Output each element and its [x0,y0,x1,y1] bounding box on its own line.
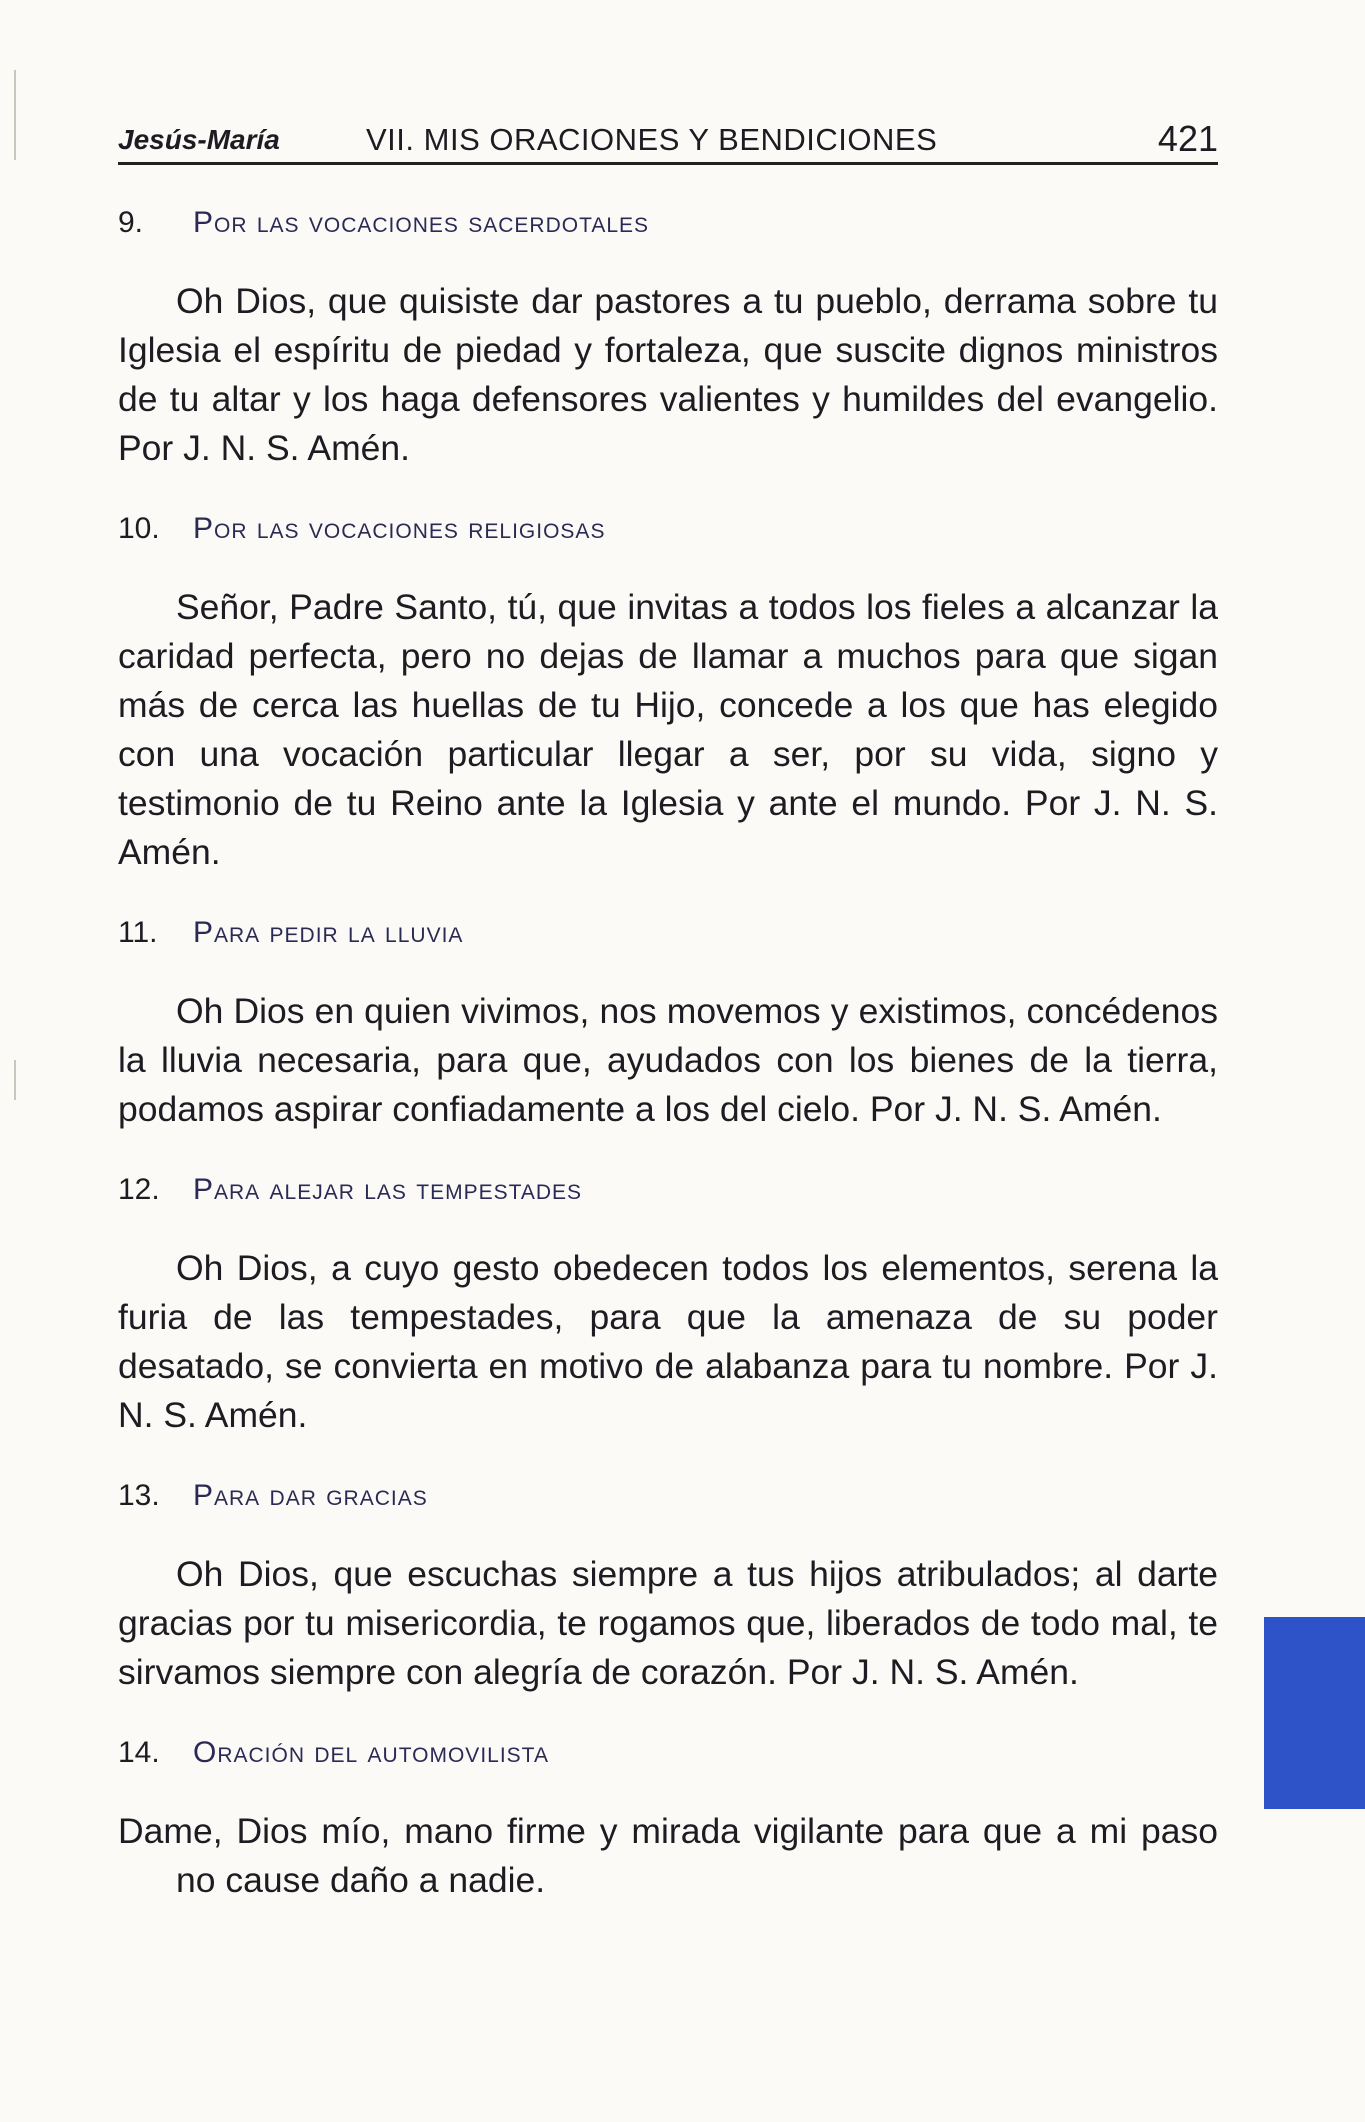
blue-index-tab [1264,1617,1365,1809]
section-title: Para dar gracias [193,1479,428,1512]
prayer-text: Dame, Dios mío, mano firme y mirada vigilante para que a mi paso no cause daño a nadie. [118,1811,1218,1900]
section-heading [118,1172,1218,1208]
prayer-text: Señor, Padre Santo, tú, que invitas a todos los fieles a alcanzar la caridad perfecta, pero no dejas de llamar a muchos para que sigan más de cerca las huellas de tu Hijo, concede a los que has elegido con una vocación particular llegar a ser, por su vida, signo y testimonio de tu Reino ante la Iglesia y ante el mundo. Por J. N. S. Amén. [118,587,1218,872]
prayer-section [118,1172,1218,1440]
section-title: Para alejar las tempestades [193,1173,583,1206]
header-chapter: VII. MIS ORACIONES Y BENDICIONES [366,122,938,157]
section-heading [118,205,1218,241]
section-number: 11. [118,916,158,949]
section-heading [118,1735,1218,1771]
section-number: 12. [118,1173,160,1206]
section-number: 10. [118,512,160,545]
page-edge-mark [14,70,16,160]
section-title: Oración del automovilista [193,1736,549,1769]
section-number: 14. [118,1736,160,1769]
page-number: 421 [1157,118,1218,159]
prayer-section [118,1478,1218,1697]
prayer-text: Oh Dios en quien vivimos, nos movemos y existimos, concédenos la lluvia necesaria, para que, ayudados con los bienes de la tierra, podamos aspirar confiadamente a los del cielo. Por J. N. S. Amén. [118,991,1218,1129]
prayer-text: Oh Dios, a cuyo gesto obedecen todos los elementos, serena la furia de las tempestades, para que la amenaza de su poder desatado, se convierta en motivo de alabanza para tu nombre. Por J. N. S. Amén. [118,1248,1218,1435]
section-title: Por las vocaciones sacerdotales [193,206,650,239]
running-header [118,112,1218,165]
prayer-section [118,1735,1218,1905]
header-author: Jesús-María [118,124,280,155]
prayer-section [118,205,1218,473]
section-number: 9. [118,206,144,239]
prayer-text: Oh Dios, que quisiste dar pastores a tu pueblo, derrama sobre tu Iglesia el espíritu de piedad y fortaleza, que suscite dignos ministros de tu altar y los haga defensores valientes y humildes del evangelio. Por J. N. S. Amén. [118,281,1218,468]
section-title: Por las vocaciones religiosas [193,512,606,545]
page-edge-mark [14,1060,16,1100]
section-title: Para pedir la lluvia [193,916,464,949]
prayer-section [118,915,1218,1134]
section-heading [118,915,1218,951]
prayer-text: Oh Dios, que escuchas siempre a tus hijos atribulados; al darte gracias por tu misericordia, te rogamos que, liberados de todo mal, te sirvamos siempre con alegría de corazón. Por J. N. S. Amén. [118,1554,1218,1692]
section-heading [118,511,1218,547]
section-number: 13. [118,1479,160,1512]
section-heading [118,1478,1218,1514]
prayer-section [118,511,1218,877]
book-page [118,112,1218,1905]
